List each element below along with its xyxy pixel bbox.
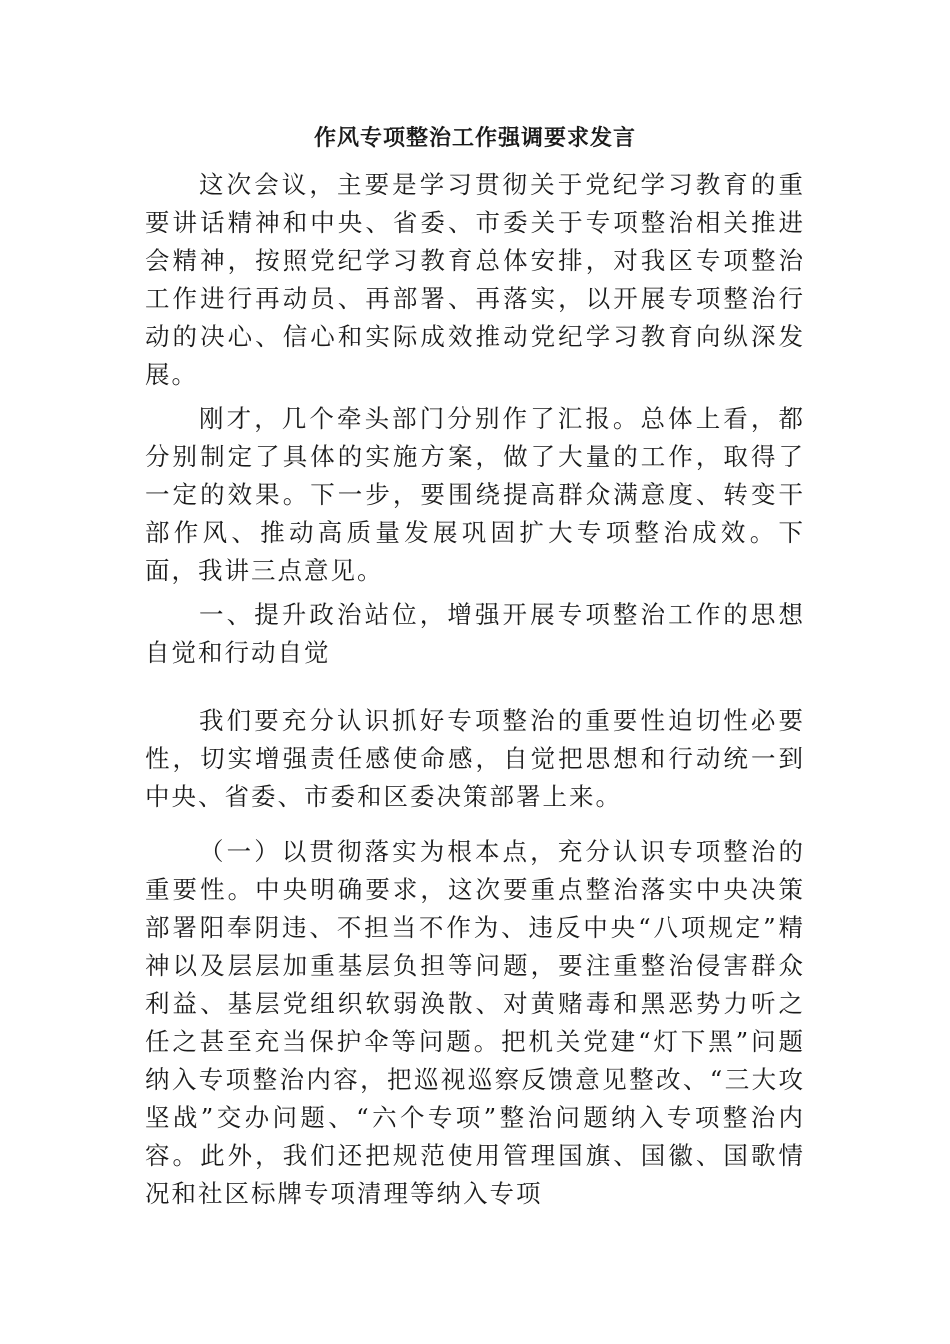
- document-title: 作风专项整治工作强调要求发言: [313, 125, 636, 151]
- document-page: [145, 118, 805, 1230]
- paragraph-subsection-1: （一）以贯彻落实为根本点，充分认识专项整治的重要性。中央明确要求，这次要重点整治落实中央决策部署阳奉阴违、不担当不作为、违反中央“八项规定”精神以及层层加重基层负担等问题，要注重整治侵害群众利益、基层党组织软弱涣散、对黄赌毒和黑恶势力听之任之甚至充当保护伞等问题。把机关党建“灯下黑”问题纳入专项整治内容，把巡视巡察反馈意见整改、“三大攻坚战”交办问题、“六个专项”整治问题纳入专项整治内容。此外，我们还把规范使用管理国旗、国徽、国歌情况和社区标牌专项清理等纳入专项: [145, 837, 805, 1208]
- paragraph-intro: 这次会议，主要是学习贯彻关于党纪学习教育的重要讲话精神和中央、省委、市委关于专项整治相关推进会精神，按照党纪学习教育总体安排，对我区专项整治工作进行再动员、再部署、再落实，以开展专项整治行动的决心、信心和实际成效推动党纪学习教育向纵深发展。: [145, 170, 805, 389]
- paragraph-summary: 刚才，几个牵头部门分别作了汇报。总体上看，都分别制定了具体的实施方案，做了大量的工作，取得了一定的效果。下一步，要围绕提高群众满意度、转变干部作风、推动高质量发展巩固扩大专项整治成效。下面，我讲三点意见。: [145, 404, 805, 585]
- paragraph-section-1: 我们要充分认识抓好专项整治的重要性迫切性必要性，切实增强责任感使命感，自觉把思想和行动统一到中央、省委、市委和区委决策部署上来。: [145, 706, 805, 811]
- section-heading-1: 一、提升政治站位，增强开展专项整治工作的思想自觉和行动自觉: [145, 600, 805, 667]
